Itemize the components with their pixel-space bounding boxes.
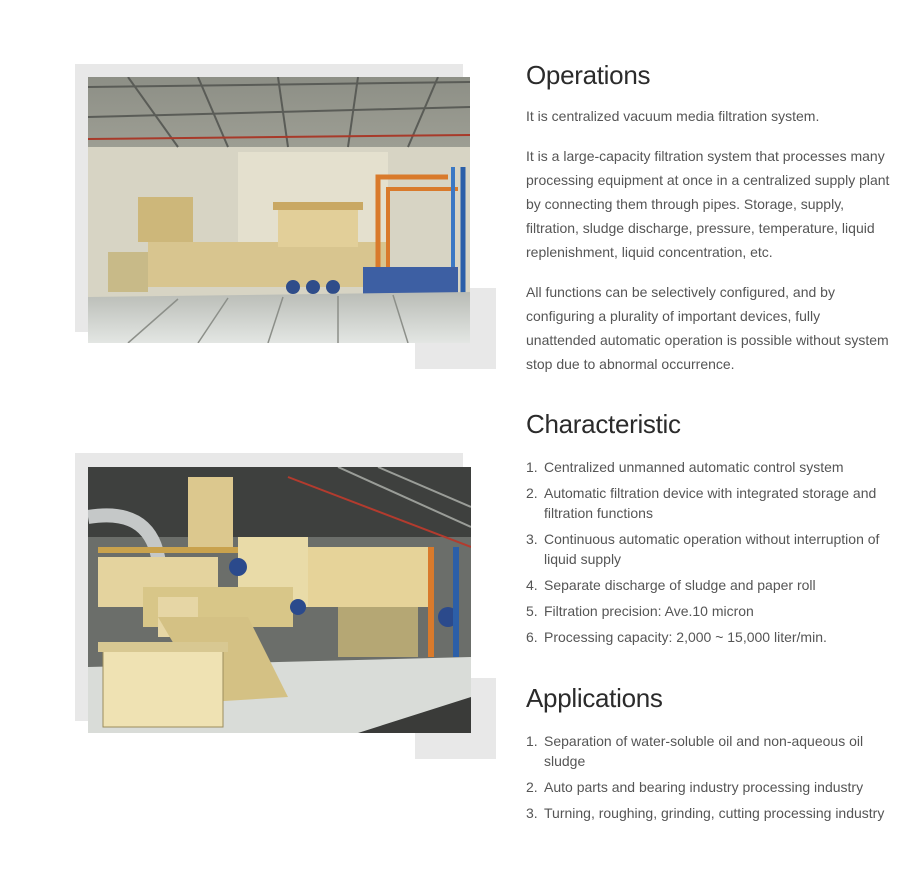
- applications-section: [526, 683, 894, 829]
- operations-paragraph-3: All functions can be selectively configured, and by configuring a plurality of important devices, fully unattended automatic operation is possible without system stop due to abnormal occurrence.: [526, 284, 889, 372]
- applications-list: [526, 731, 894, 823]
- list-item: 2. Auto parts and bearing industry processing industry: [526, 779, 864, 795]
- operations-section: [526, 60, 894, 376]
- list-item: 1. Centralized unmanned automatic control system: [526, 459, 844, 475]
- list-item: 3. Continuous automatic operation without interruption of liquid supply: [526, 531, 880, 567]
- filtration-machine-illustration: [88, 467, 471, 733]
- list-item: 5. Filtration precision: Ave.10 micron: [526, 603, 754, 619]
- characteristic-section: [526, 409, 894, 653]
- list-item: 1. Separation of water-soluble oil and non-aqueous oil sludge: [526, 733, 864, 769]
- list-item: 2. Automatic filtration device with integrated storage and filtration functions: [526, 485, 877, 521]
- operations-paragraph-1: It is centralized vacuum media filtration system.: [526, 108, 820, 124]
- list-item: 3. Turning, roughing, grinding, cutting processing industry: [526, 805, 885, 821]
- filtration-machine-photo: [88, 467, 471, 733]
- list-item: 4. Separate discharge of sludge and paper roll: [526, 577, 816, 593]
- operations-title: Operations: [526, 60, 651, 90]
- operations-paragraph-2: It is a large-capacity filtration system that processes many processing equipment at once in a centralized supply plant by connecting them through pipes. Storage, supply, filtration, sludge discharge, pressure, temperature, liquid replenishment, liquid concentration, etc.: [526, 148, 890, 260]
- characteristic-title: Characteristic: [526, 409, 681, 439]
- filtration-plant-illustration: [88, 77, 470, 343]
- applications-title: Applications: [526, 683, 663, 713]
- list-item: 6. Processing capacity: 2,000 ~ 15,000 liter/min.: [526, 629, 827, 645]
- characteristic-list: [526, 457, 894, 647]
- filtration-plant-photo: [88, 77, 470, 343]
